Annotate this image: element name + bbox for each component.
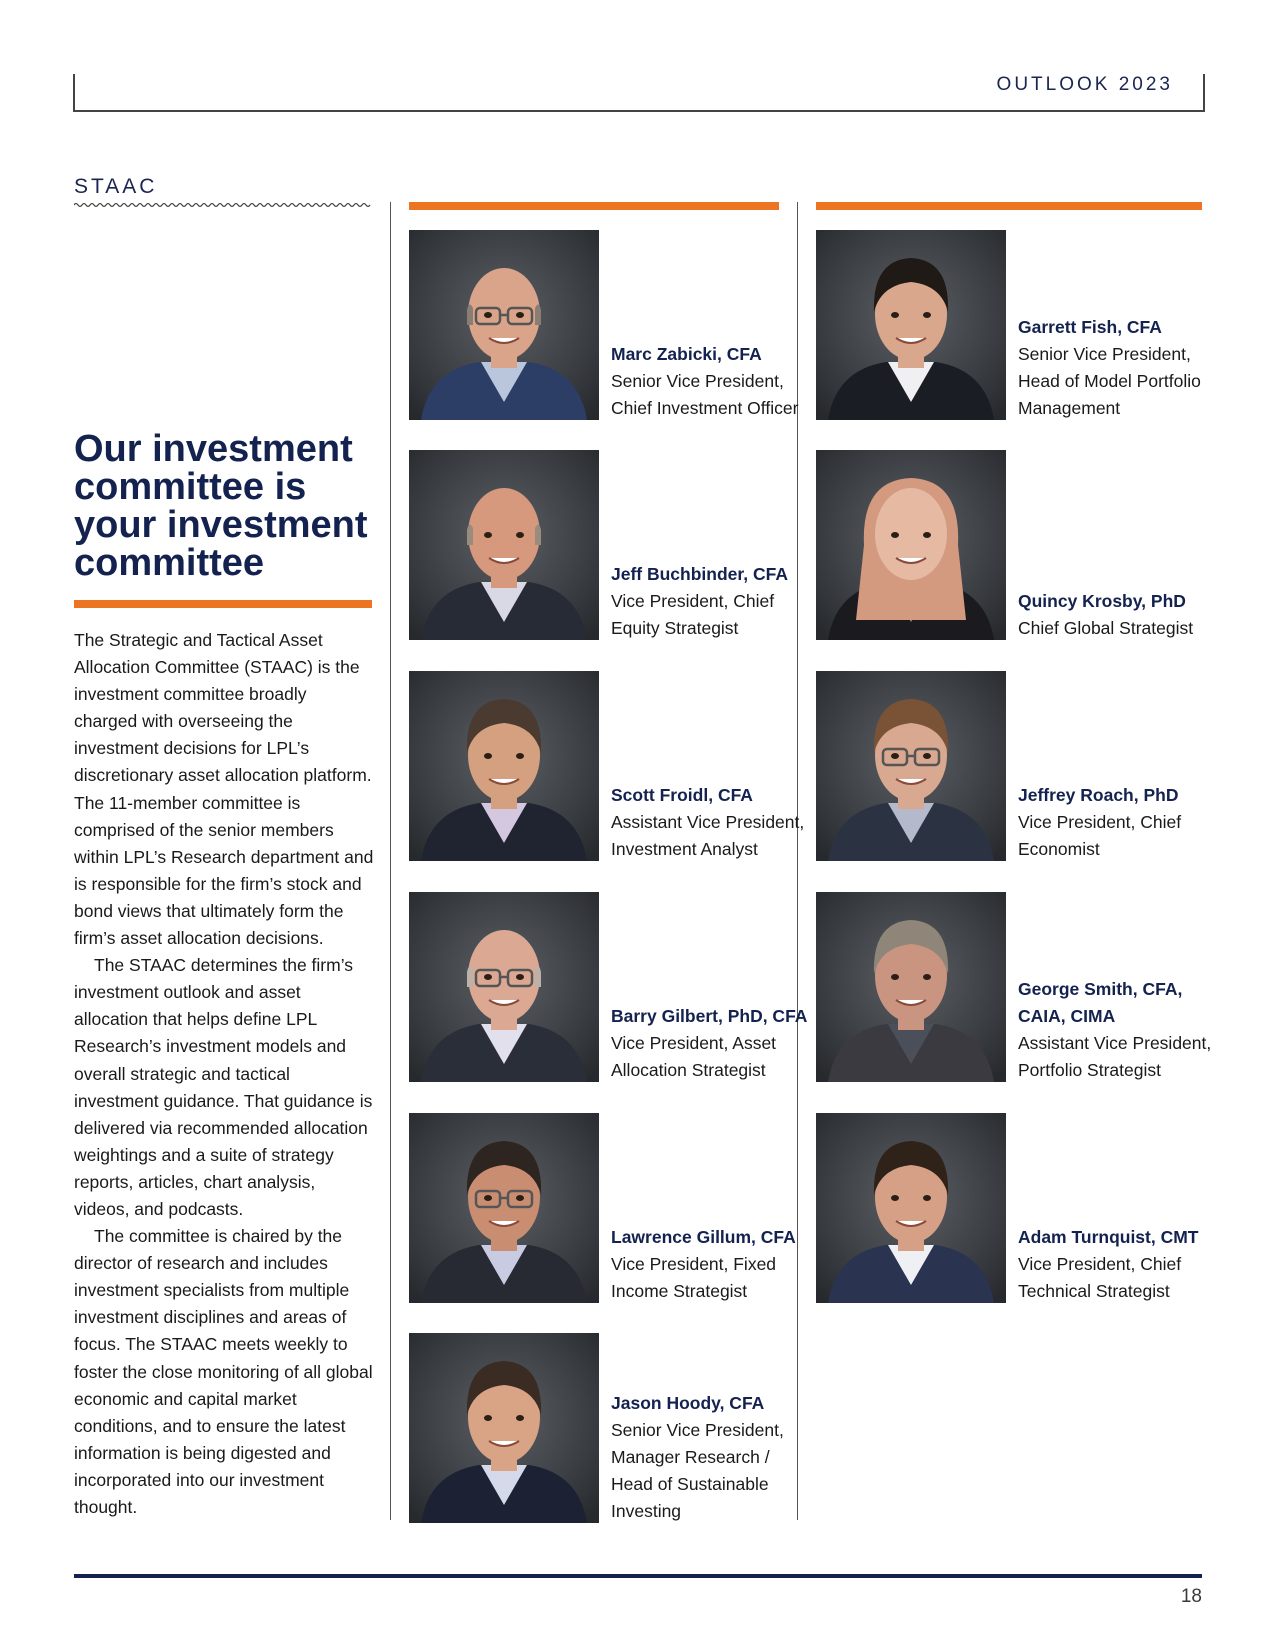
member-info (1018, 976, 1218, 1084)
section-label: STAAC (74, 175, 158, 198)
member-name: Jeff Buchbinder, CFA (611, 564, 788, 584)
member-role: Senior Vice President, Head of Model Portfolio Management (1018, 344, 1201, 418)
portrait-photo-icon (409, 892, 599, 1082)
member-info (1018, 782, 1218, 863)
member-role: Chief Global Strategist (1018, 618, 1194, 638)
column-divider (390, 202, 391, 1520)
member-role: Vice President, Chief Economist (1018, 812, 1182, 859)
header-frame (73, 74, 1205, 112)
member-role: Assistant Vice President, Portfolio Strategist (1018, 1033, 1212, 1080)
column-rule (409, 202, 779, 210)
portrait-photo-icon (816, 450, 1006, 640)
member-role: Senior Vice President, Manager Research / Head of Sustainable Investing (611, 1420, 784, 1521)
member-card (409, 892, 808, 1082)
member-card (409, 230, 799, 420)
body-paragraph: The committee is chaired by the director of research and includes investment specialists from multiple investment disciplines and areas of focus. The STAAC meets weekly to foster the close monitoring of all global economic and capital market conditions, and to ensure the latest information is being digested and incorporated into our investment thought. (74, 1226, 373, 1517)
portrait-photo-icon (816, 892, 1006, 1082)
body-text (74, 627, 374, 1521)
page-number: 18 (1180, 1586, 1202, 1607)
member-card (409, 1113, 799, 1303)
member-info (1018, 1224, 1218, 1305)
member-card (816, 1113, 1206, 1303)
member-name: Barry Gilbert, PhD, CFA (611, 1006, 808, 1026)
member-name: George Smith, CFA, CAIA, CIMA (1018, 979, 1183, 1026)
member-role: Assistant Vice President, Investment Analyst (611, 812, 805, 859)
portrait-photo-icon (409, 230, 599, 420)
member-card (409, 671, 805, 861)
member-name: Garrett Fish, CFA (1018, 317, 1162, 337)
member-info (1018, 314, 1218, 422)
member-name: Jeffrey Roach, PhD (1018, 785, 1179, 805)
column-rule (816, 202, 1202, 210)
member-role: Vice President, Chief Technical Strategist (1018, 1254, 1182, 1301)
member-name: Scott Froidl, CFA (611, 785, 753, 805)
member-name: Marc Zabicki, CFA (611, 344, 762, 364)
member-card (816, 230, 1206, 420)
member-card (816, 450, 1206, 640)
member-role: Senior Vice President, Chief Investment Officer (611, 371, 799, 418)
portrait-photo-icon (409, 671, 599, 861)
portrait-photo-icon (816, 671, 1006, 861)
member-name: Quincy Krosby, PhD (1018, 591, 1186, 611)
portrait-photo-icon (409, 1113, 599, 1303)
member-role: Vice President, Chief Equity Strategist (611, 591, 775, 638)
member-info (611, 782, 811, 863)
member-info (611, 1390, 811, 1525)
member-card (409, 450, 799, 640)
member-name: Jason Hoody, CFA (611, 1393, 765, 1413)
member-info (611, 561, 811, 642)
member-info (611, 1224, 811, 1305)
member-card (816, 892, 1212, 1082)
body-paragraph: The Strategic and Tactical Asset Allocation Committee (STAAC) is the investment committee broadly charged with overseeing the investment decisions for LPL’s discretionary asset allocation platform. The 11-member committee is comprised of the senior members within LPL’s Research department and is responsible for the firm’s stock and bond views that ultimately form the firm’s asset allocation decisions. (74, 630, 374, 949)
portrait-photo-icon (409, 450, 599, 640)
portrait-photo-icon (816, 1113, 1006, 1303)
member-name: Lawrence Gillum, CFA (611, 1227, 796, 1247)
member-role: Vice President, Asset Allocation Strategist (611, 1033, 777, 1080)
member-card (816, 671, 1206, 861)
headline-rule (74, 600, 372, 608)
body-paragraph: The STAAC determines the firm’s investment outlook and asset allocation that helps define LPL Research’s investment models and overall strategic and tactical investment guidance. That guidance is delivered via recommended allocation weightings and a suite of strategy reports, articles, chart analysis, videos, and podcasts. (74, 955, 373, 1219)
page-headline: Our investment committee is your investment committee (74, 428, 368, 584)
member-info (611, 341, 811, 422)
member-card (409, 1333, 799, 1523)
header-title: OUTLOOK 2023 (996, 74, 1173, 95)
member-info (611, 1003, 811, 1084)
member-role: Vice President, Fixed Income Strategist (611, 1254, 777, 1301)
member-info (1018, 588, 1218, 642)
member-name: Adam Turnquist, CMT (1018, 1227, 1199, 1247)
wavy-underline (74, 201, 372, 209)
footer-rule (74, 1574, 1202, 1578)
portrait-photo-icon (409, 1333, 599, 1523)
portrait-photo-icon (816, 230, 1006, 420)
